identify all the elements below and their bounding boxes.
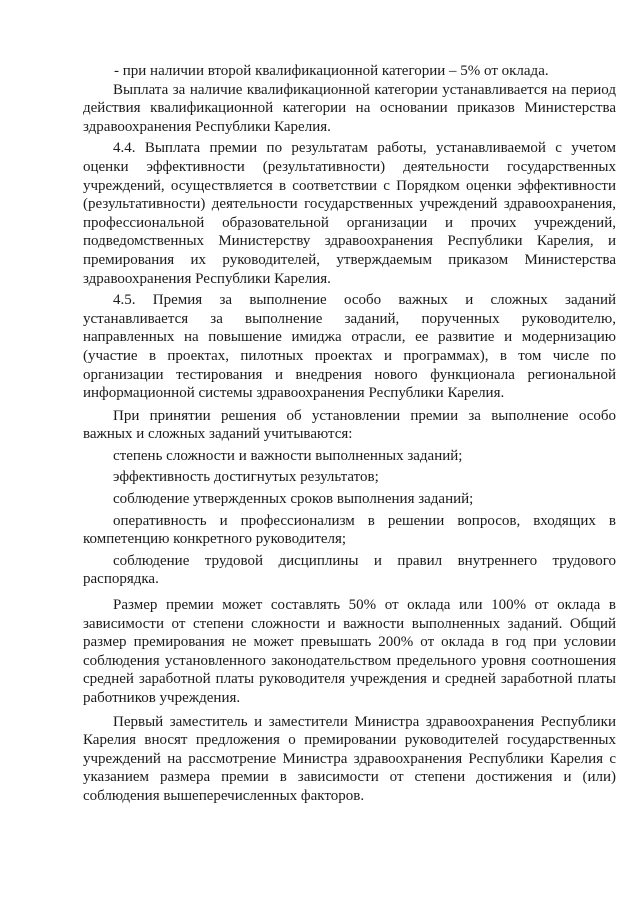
criteria-list bbox=[83, 447, 616, 589]
paragraph-decision-criteria-intro: При принятии решения об установлении премии за выполнение особо важных и сложных заданий учитываются: bbox=[83, 407, 616, 443]
criteria-item: степень сложности и важности выполненных заданий; bbox=[113, 447, 463, 464]
paragraph-4-4-bonus-results: 4.4. Выплата премии по результатам работы, устанавливаемой с учетом оценки эффективности (результативности) деятельности государственных учреждений, осуществляется в соответствии с Порядком оценки эффективности (результативности) деятельности государственных учреждений здравоохранения, профессиональной образовательной организации и прочих учреждений, подведомственных Министерству здравоохранения Республики Карелия, и премирования их руководителей, утверждаемым приказом Министерства здравоохранения Республики Карелия. bbox=[83, 140, 616, 287]
paragraph-category-payment-period: Выплата за наличие квалификационной категории устанавливается на период действия квалификационной категории на основании приказов Министерства здравоохранения Республики Карелия. bbox=[83, 81, 616, 135]
criteria-item: эффективность достигнутых результатов; bbox=[113, 469, 379, 486]
criteria-item: соблюдение трудовой дисциплины и правил внутреннего трудового распорядка. bbox=[83, 552, 616, 588]
paragraph-deputy-ministers-proposals: Первый заместитель и заместители Министра здравоохранения Республики Карелия вносят предложения о премировании руководителей государственных учреждений на рассмотрение Министра здравоохранения Республики Карелия с указанием размера премии в зависимости от степени достижения и (или) соблюдения вышеперечисленных факторов. bbox=[83, 713, 616, 804]
paragraph-category-2-rate: - при наличии второй квалификационной категории – 5% от оклада. bbox=[114, 63, 549, 79]
criteria-item: оперативность и профессионализм в решении вопросов, входящих в компетенцию конкретного руководителя; bbox=[83, 512, 616, 548]
paragraph-bonus-size: Размер премии может составлять 50% от оклада или 100% от оклада в зависимости от степени сложности и важности выполненных заданий. Общий размер премирования не может превышать 200% от оклада в год при условии соблюдения установленного законодательством предельного уровня соотношения средней заработной платы руководителя учреждения и средней заработной платы работников учреждения. bbox=[83, 597, 616, 706]
paragraph-4-5-special-tasks-bonus: 4.5. Премия за выполнение особо важных и сложных заданий устанавливается за выполнение заданий, порученных руководителю, направленных на повышение имиджа отрасли, ее развитие и модернизацию (участие в проектах, пилотных проектах и программах), в том числе по организации тестирования и внедрения нового функционала региональной информационной системы здравоохранения Республики Карелия. bbox=[83, 292, 616, 402]
criteria-item: соблюдение утвержденных сроков выполнения заданий; bbox=[113, 491, 474, 508]
